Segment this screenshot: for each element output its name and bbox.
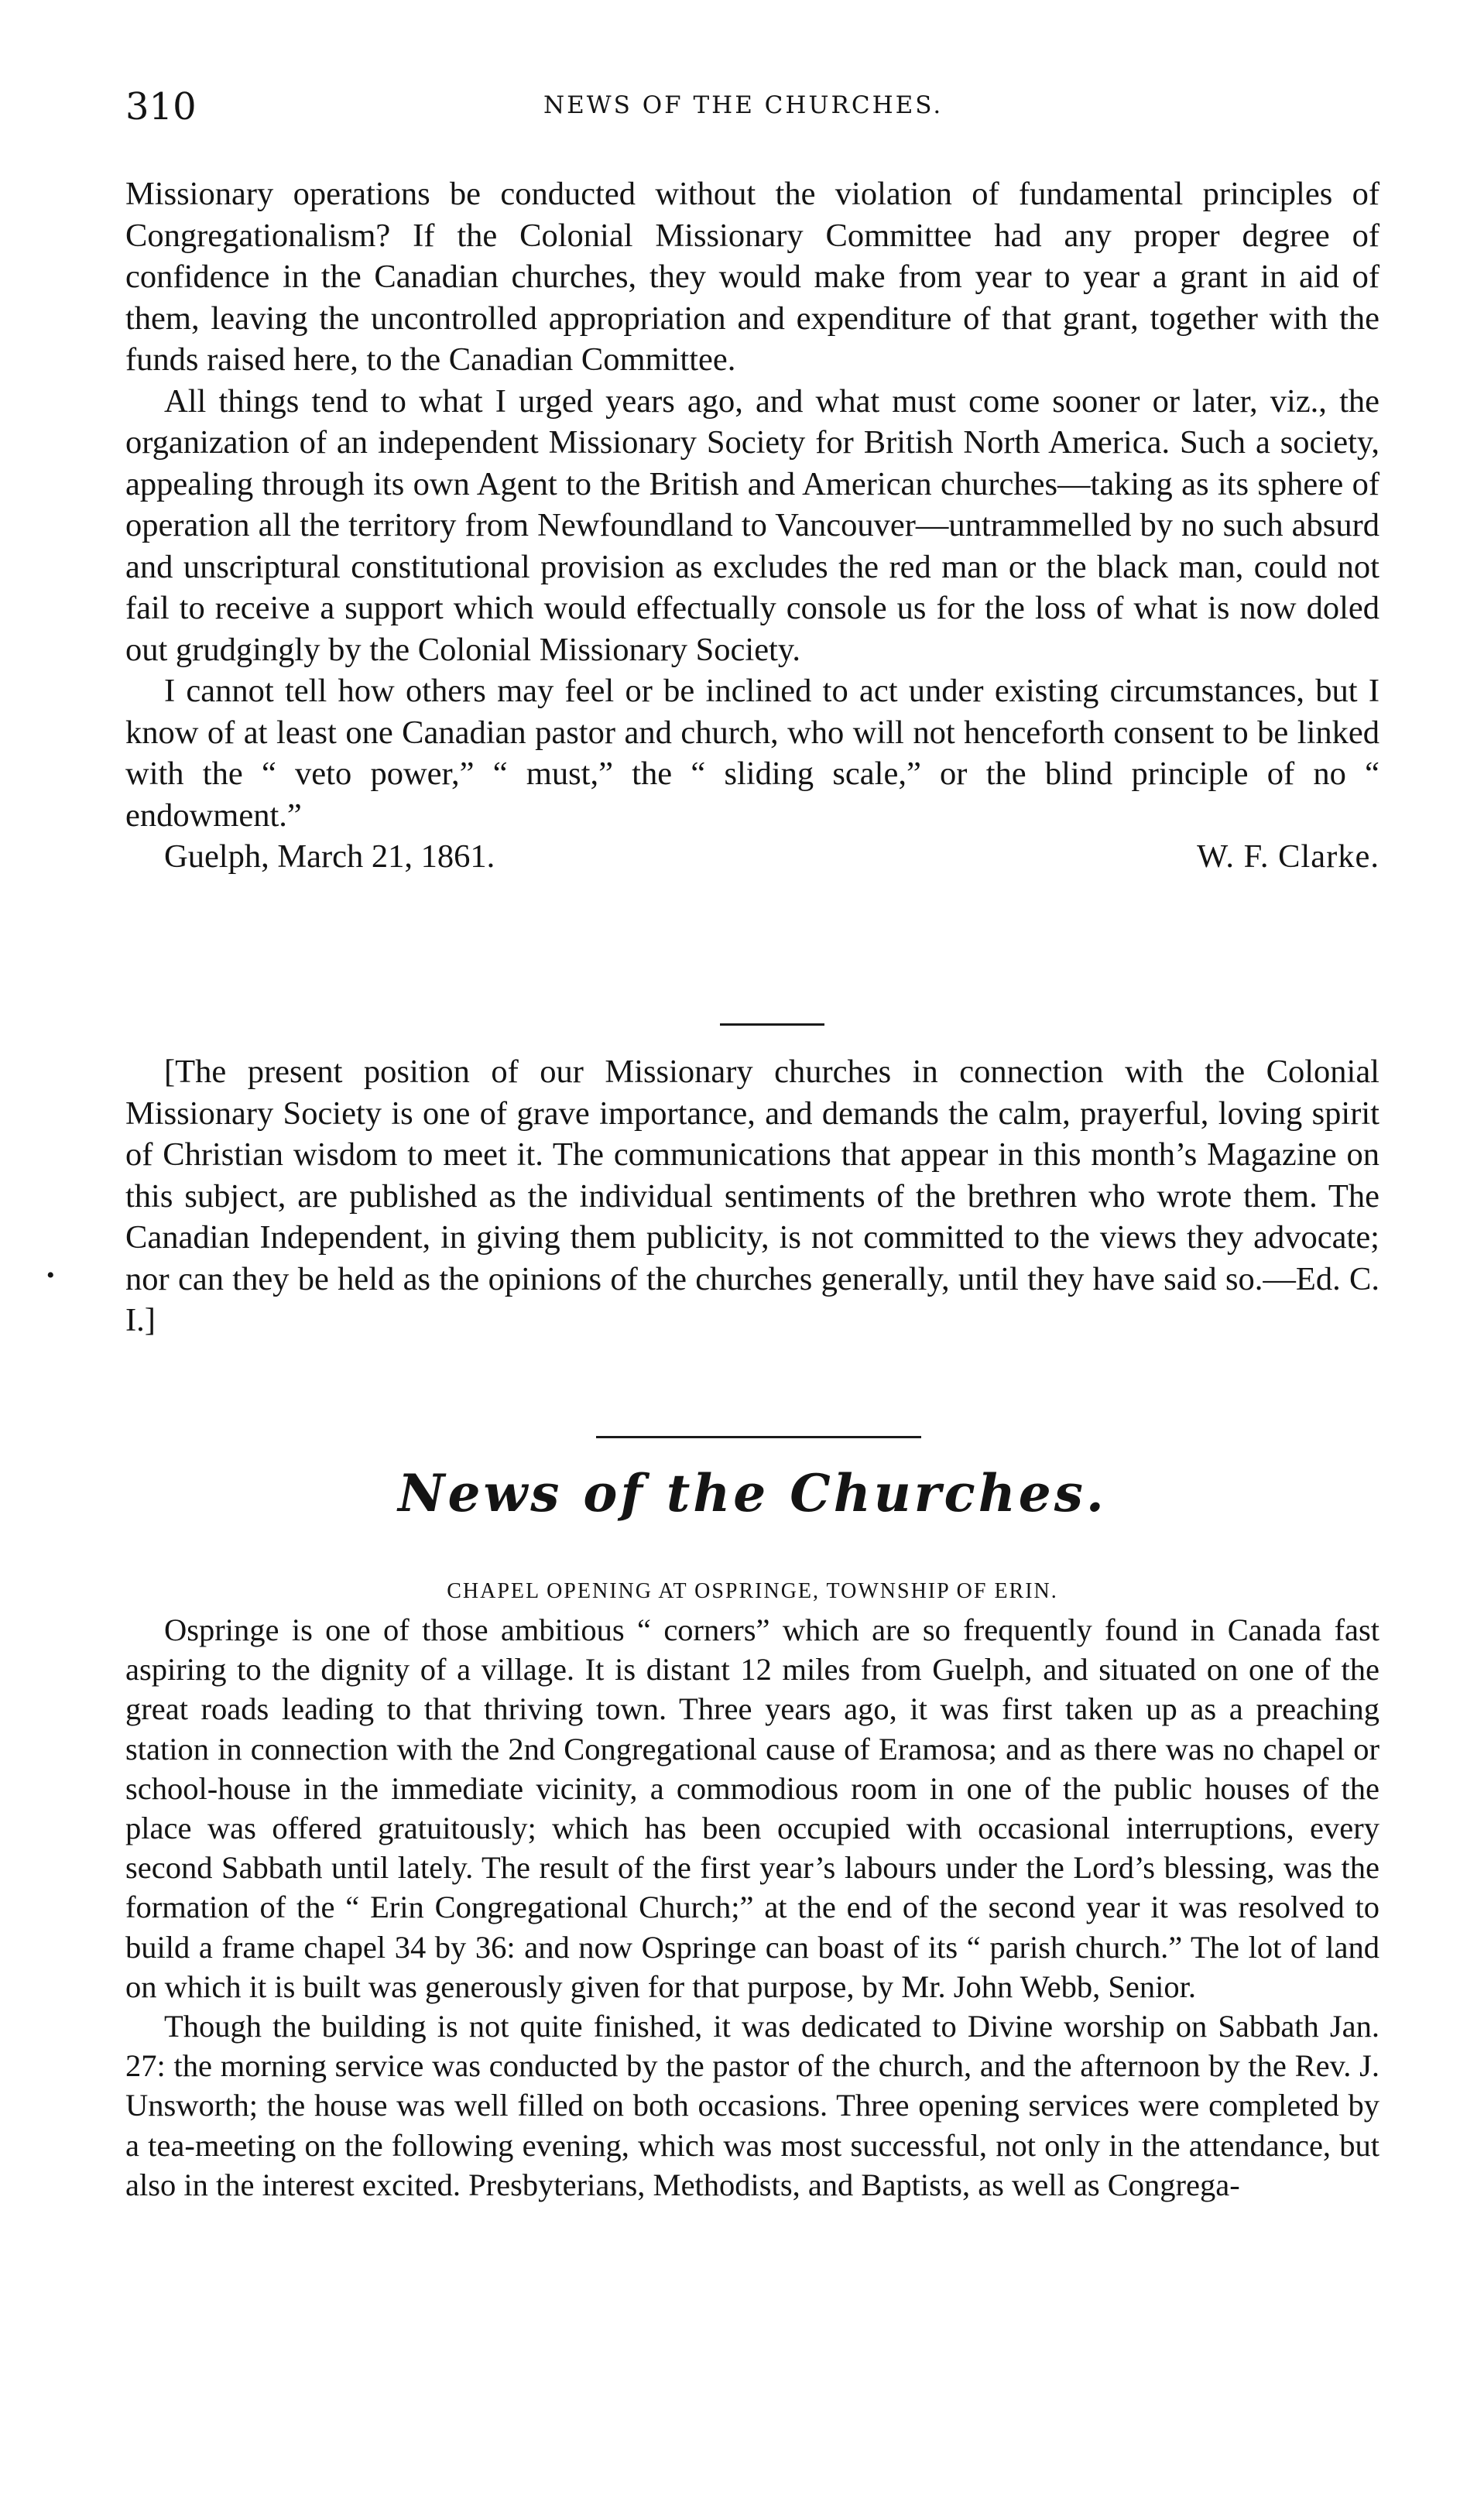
article-title: CHAPEL OPENING AT OSPRINGE, TOWNSHIP OF ERIN. bbox=[447, 1579, 1058, 1603]
section-heading bbox=[125, 1463, 1379, 1523]
signature: W. F. Clarke. bbox=[1197, 838, 1379, 875]
letter-paragraph-2: All things tend to what I urged years ago, and what must come sooner or later, viz., the organization of an independent Missionary Society for British North America. Such a society, appealing through its own Agent to the British and American churches—taking as its sphere of operation all the territory from Newfoundland to Vancouver—untrammelled by no such absurd and unscriptural constitutional provision as excludes the red man or the black man, could not fail to receive a support which would effectually console us for the loss of what is now doled out grudgingly by the Colonial Missionary Society. bbox=[125, 382, 1379, 668]
editor-note-text: [The present position of our Missionary churches in connection with the Colonial Missionary Society is one of grave importance, and demands the calm, prayerful, loving spirit of Christian wisdom to meet it. The communications that appear in this month’s Magazine on this subject, are published as the individual sentiments of the brethren who wrote them. The Canadian Independent, in giving them publicity, is not committed to the views they advocate; nor can they be held as the opinions of the churches generally, until they have said so.—Ed. C. I.] bbox=[125, 1054, 1379, 1338]
letter-paragraph-1: Missionary operations be conducted without the violation of fundamental principles of Congregationalism? If the Colonial Missionary Committee had any proper degree of confidence in the Canadian churches, they would make from year to year a grant in aid of them, leaving the uncontrolled appropriation and expenditure of that grant, together with the funds raised here, to the Canadian Committee. bbox=[125, 176, 1379, 378]
article-body bbox=[125, 1610, 1379, 2205]
letter-paragraph-3: I cannot tell how others may feel or be inclined to act under existing circumstances, but I know of at least one Canadian pastor and church, who will not henceforth consent to be linked with the “ veto power,” “ must,” the “ sliding scale,” or the blind principle of no “ endowment.” bbox=[125, 673, 1379, 834]
section-divider bbox=[596, 1436, 921, 1438]
letter-signature-line bbox=[125, 836, 1379, 878]
article-paragraph-1: Ospringe is one of those ambitious “ corners” which are so frequently found in Canada fast aspiring to the dignity of a village. It is distant 12 miles from Guelph, and situated on one of the great roads leading to that thriving town. Three years ago, it was first taken up as a preaching station in connection with the 2nd Congregational cause of Eramosa; and as there was no chapel or school-house in the immediate vicinity, a commodious room in one of the public houses of the place was offered gratuitously; which has been occupied with occasional interruptions, every second Sabbath until lately. The result of the first year’s labours under the Lord’s blessing, was the formation of the “ Erin Congregational Church;” at the end of the second year it was resolved to build a frame chapel 34 by 36: and now Ospringe can boast of its “ parish church.” The lot of land on which it is built was generously given for that purpose, by Mr. John Webb, Senior. bbox=[125, 1612, 1379, 2004]
short-divider bbox=[720, 1023, 824, 1026]
place-date: Guelph, March 21, 1861. bbox=[164, 838, 495, 875]
letter-body bbox=[125, 173, 1379, 878]
article-paragraph-2: Though the building is not quite finished, it was dedicated to Divine worship on Sabbath Jan. 27: the morning service was conducted by the pastor of the church, and the afternoon by the Rev. J. Unsworth; the house was well filled on both occasions. Three opening services were completed by a tea-meeting on the following evening, which was most successful, not only in the attendance, but also in the interest excited. Presbyterians, Methodists, and Baptists, as well as Congrega- bbox=[125, 2009, 1379, 2202]
editor-note bbox=[125, 1051, 1379, 1342]
page-number: 310 bbox=[125, 85, 197, 128]
margin-mark: • bbox=[46, 1263, 55, 1288]
page-header bbox=[125, 85, 1379, 139]
section-title: News of the Churches. bbox=[398, 1463, 1107, 1523]
running-head: NEWS OF THE CHURCHES. bbox=[543, 91, 944, 119]
